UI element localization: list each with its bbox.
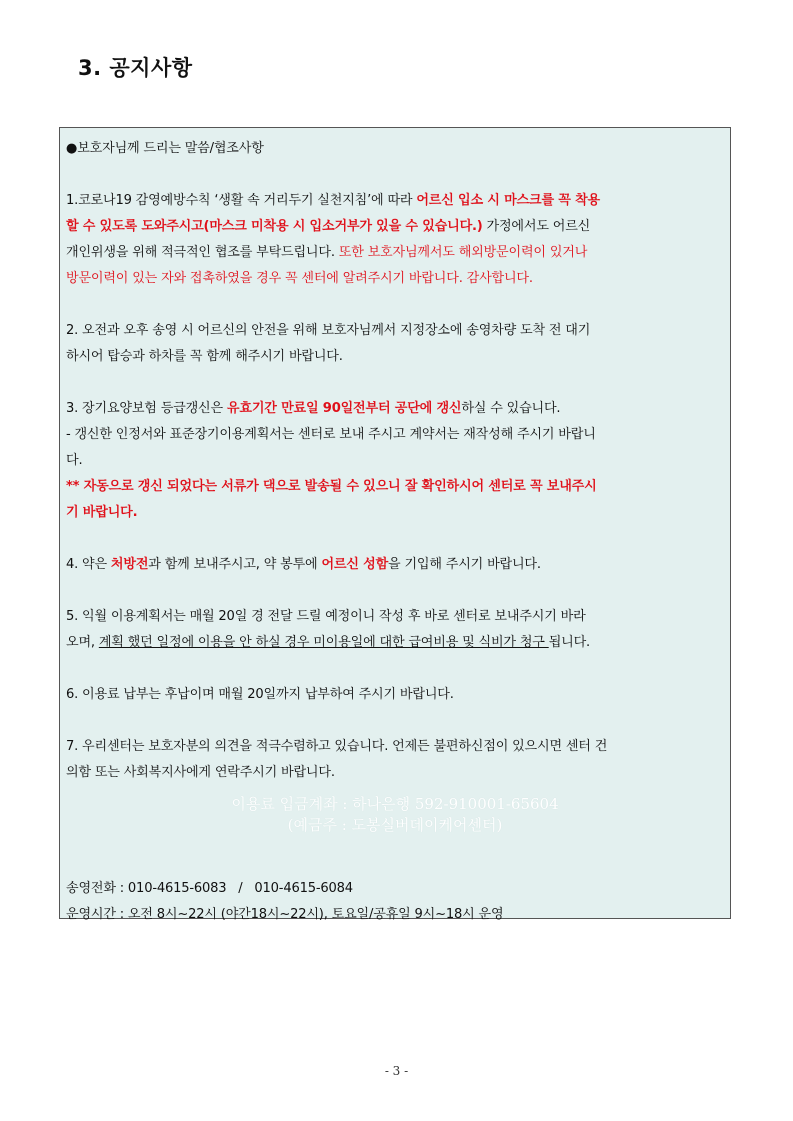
item3-warning-line2: 기 바랍니다. <box>66 505 138 520</box>
item1-visit-warning: 또한 보호자님께서도 해외방문이력이 있거나 <box>338 245 588 260</box>
notice-item-6 <box>66 682 724 708</box>
notice-item-1 <box>66 188 724 292</box>
item1-mask-warning-cont: 할 수 있도록 도와주시고(마스크 미착용 시 입소거부가 있을 수 있습니다.) <box>66 219 483 234</box>
item4-prescription: 처방전 <box>110 557 149 572</box>
item7-line2: 의함 또는 사회복지사에게 연락주시기 바랍니다. <box>66 765 335 780</box>
item1-text-e: 개인위생을 위해 적극적인 협조를 부탁드립니다. <box>66 245 339 260</box>
item4-text-e: 을 기입해 주시기 바랍니다. <box>388 557 541 572</box>
notice-item-7 <box>66 734 724 786</box>
item3-line3: 다. <box>66 453 83 468</box>
notice-box <box>59 127 731 922</box>
item1-mask-warning: 어르신 입소 시 마스크를 꼭 착용 <box>416 193 600 208</box>
watermark-line2: (예금주 : 도봉실버데이케어센터) <box>287 816 503 834</box>
shuttle-phone: 송영전화 : 010-4615-6083 / 010-4615-6084 <box>66 881 353 896</box>
section-heading: 3. 공지사항 <box>78 56 193 80</box>
item4-text-c: 과 함께 보내주시고, 약 봉투에 <box>148 557 322 572</box>
item2-line1: 2. 오전과 오후 송영 시 어르신의 안전을 위해 보호자님께서 지정장소에 송영차량 도착 전 대기 <box>66 323 591 338</box>
item3-renewal-period: 유효기간 만료일 90일전부터 공단에 갱신 <box>226 401 462 416</box>
item4-text-a: 4. 약은 <box>66 557 111 572</box>
operating-hours: 운영시간 : 오전 8시~22시 (야간18시~22시), 토요일/공휴일 9시~18시 운영 <box>66 907 504 922</box>
item2-line2: 하시어 탑승과 하차를 꼭 함께 해주시기 바랍니다. <box>66 349 343 364</box>
item4-senior-name: 어르신 성함 <box>321 557 389 572</box>
item3-text-a: 3. 장기요양보험 등급갱신은 <box>66 401 227 416</box>
item1-text-d: 가정에서도 어르신 <box>482 219 591 234</box>
item3-text-c: 하실 수 있습니다. <box>461 401 561 416</box>
notice-item-2 <box>66 318 724 370</box>
box-title: ●보호자님께 드리는 말씀/협조사항 <box>66 141 264 156</box>
item1-text-a: 1.코로나19 감영예방수칙 ‘생활 속 거리두기 실천지침’에 따라 <box>66 193 417 208</box>
page-number: - 3 - <box>384 1064 409 1078</box>
notice-item-5 <box>66 604 724 656</box>
item5-text-a: 오며, <box>66 635 99 650</box>
item5-line1: 5. 익월 이용계획서는 매월 20일 경 전달 드릴 예정이니 작성 후 바로 센터로 보내주시기 바라 <box>66 609 586 624</box>
item3-warning-line1: ** 자동으로 갱신 되었다는 서류가 댁으로 발송될 수 있으니 잘 확인하시어 센터로 꼭 보내주시 <box>66 479 597 494</box>
notice-item-3 <box>66 396 724 526</box>
item7-line1: 7. 우리센터는 보호자분의 의견을 적극수렴하고 있습니다. 언제든 불편하신점이 있으시면 센터 건 <box>66 739 608 754</box>
item5-text-c: 됩니다. <box>548 635 591 650</box>
notice-item-4 <box>66 552 724 578</box>
watermark-line1: 이용료 입금계좌 : 하나은행 592-910001-65604 <box>231 795 559 813</box>
item3-line2: - 갱신한 인정서와 표준장기이용계획서는 센터로 보내 주시고 계약서는 재작성해 주시기 바랍니 <box>66 427 596 442</box>
contact-info <box>66 876 724 928</box>
item5-billing-note: 계획 했던 일정에 이용을 안 하실 경우 미이용일에 대한 급여비용 및 식비가 청구 <box>98 635 549 650</box>
item1-visit-warning-cont: 방문이력이 있는 자와 접촉하였을 경우 꼭 센터에 알려주시기 바랍니다. 감사합니다. <box>66 271 533 286</box>
item6-text: 6. 이용료 납부는 후납이며 매월 20일까지 납부하여 주시기 바랍니다. <box>66 687 454 702</box>
bank-account-watermark <box>66 794 724 836</box>
